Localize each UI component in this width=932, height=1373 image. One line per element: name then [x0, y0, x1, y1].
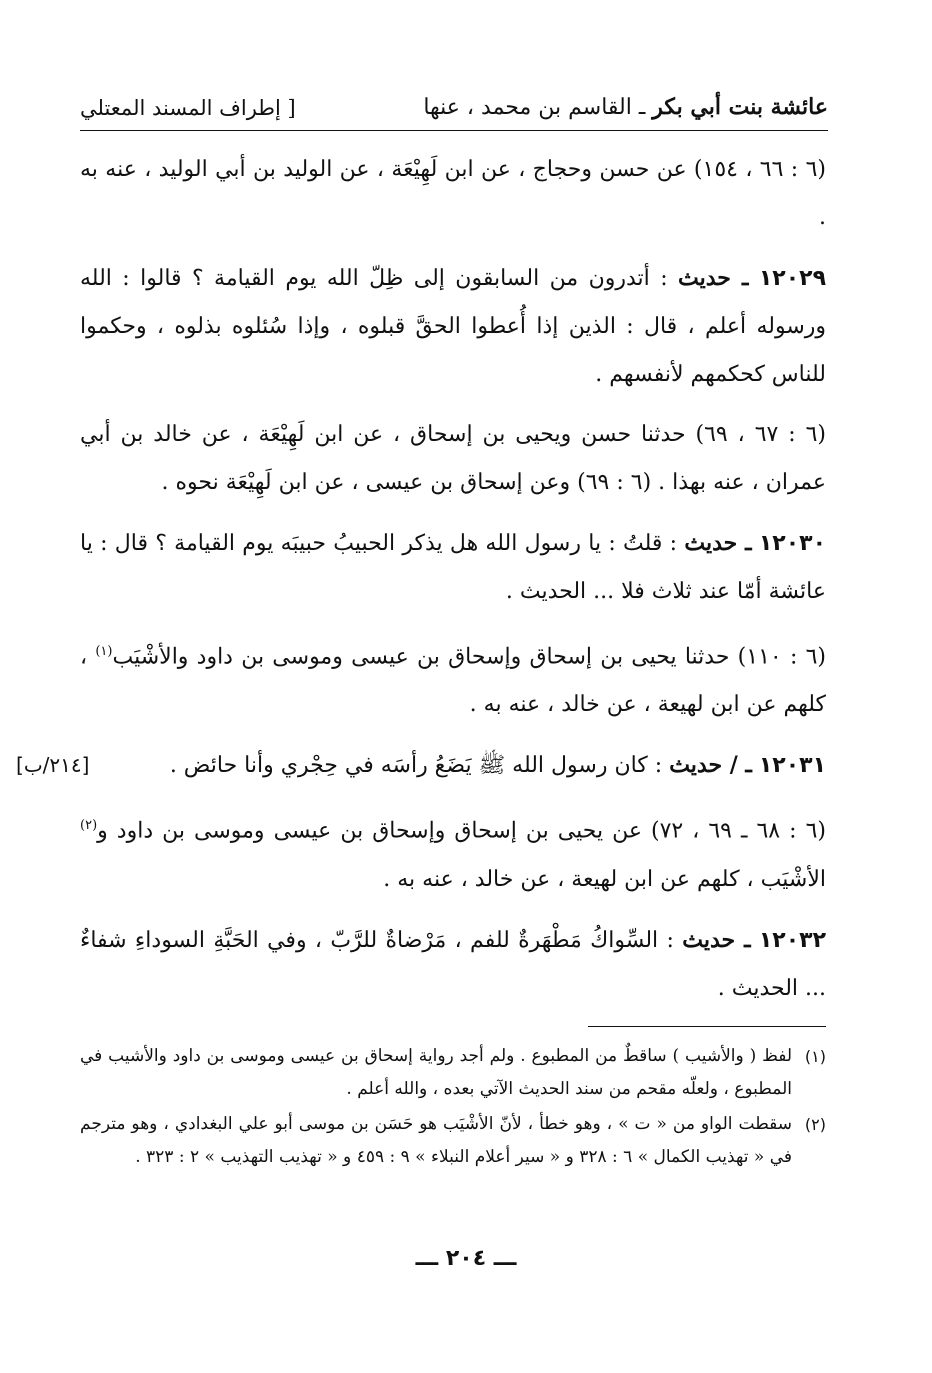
source-text-cont: ، كلهم عن ابن لهيعة ، عن خالد ، عنه به . — [80, 644, 826, 718]
footnotes — [80, 1040, 826, 1176]
hadith-text: : السِّواكُ مَطْهَرةٌ للفم ، مَرْضاةٌ للرَّبّ ، وفي الحَبَّةِ السوداءِ شفاءٌ ... الحديث . — [80, 927, 826, 1001]
main-text — [16, 146, 826, 1025]
footnote-ref-1: (١) — [95, 644, 113, 659]
footnote-divider — [588, 1026, 826, 1027]
footnote-text: سقطت الواو من « ت » ، وهو خطأ ، لأنّ الأشْيَب هو حَسَن بن موسى أبو علي البغدادي ، وهو مترجم في « تهذيب الكمال » ٦ : ٣٢٨ و « سير أعلام النبلاء » ٩ : ٤٥٩ و « تهذيب التهذيب » ٢ : ٣٢٣ . — [80, 1114, 792, 1167]
hadith-keyword: ـ / حديث — [669, 752, 752, 779]
header-title-rest: ـ القاسم بن محمد ، عنها — [423, 95, 653, 120]
running-header — [80, 88, 828, 131]
source-note-2: (٦ : ٦٧ ، ٦٩) حدثنا حسن ويحيى بن إسحاق ، عن ابن لَهِيْعَة ، عن خالد بن أبي عمران ، عنه بهذا . (٦ : ٦٩) وعن إسحاق بن عيسى ، عن ابن لَهِيْعَة نحوه . — [80, 422, 826, 495]
hadith-number: ١٢٠٣١ — [758, 753, 826, 779]
hadith-number: ١٢٠٣٠ — [758, 531, 826, 556]
source-note-3 — [80, 628, 826, 729]
footnote-1 — [80, 1040, 826, 1106]
header-chapter-title — [423, 94, 828, 120]
source-note-4 — [80, 802, 826, 903]
hadith-number: ١٢٠٢٩ — [758, 266, 826, 291]
source-text-cont: الأشْيَب ، كلهم عن ابن لهيعة ، عن خالد ، عنه به . — [383, 866, 826, 892]
footnote-text: لفظ ( والأشيب ) ساقطٌ من المطبوع . ولم أجد رواية إسحاق بن عيسى وموسى بن داود والأشيب في المطبوع ، ولعلّه مقحم من سند الحديث الآتي بعده ، والله أعلم . — [80, 1046, 792, 1099]
hadith-12029 — [80, 254, 826, 399]
hadith-12032 — [80, 916, 826, 1013]
hadith-number: ١٢٠٣٢ — [758, 927, 826, 953]
footnote-ref-2: (٢) — [80, 818, 98, 834]
hadith-text: : قلتُ : يا رسول الله هل يذكر الحبيبُ حبيبَه يوم القيامة ؟ قال : يا عائشة أمّا عند ثلاث فلا ... الحديث . — [80, 531, 826, 604]
source-note-1: (٦ : ٦٦ ، ١٥٤) عن حسن وحجاج ، عن ابن لَهِيْعَة ، عن الوليد بن أبي الوليد ، عنه به . — [80, 157, 826, 230]
footnote-mark: (١) — [804, 1047, 826, 1066]
margin-folio-note: [٢١٤/ب] — [16, 753, 90, 778]
header-title-bold: عائشة بنت أبي بكر — [652, 94, 828, 120]
hadith-text: : كان رسول الله ﷺ يَضَعُ رأسَه في حِجْري وأنا حائض . — [169, 753, 670, 779]
hadith-text: : أتدرون من السابقون إلى ظِلّ الله يوم القيامة ؟ قالوا : الله ورسوله أعلم ، قال : الذين إذا أُعطوا الحقَّ قبلوه ، وإذا سُئلوه بذلوه ، وحكموا للناس كحكمهم لأنفسهم . — [80, 266, 826, 387]
source-text: (٦ : ٦٨ ـ ٦٩ ، ٧٢) عن يحيى بن إسحاق وإسحاق بن عيسى وموسى بن داود و — [97, 818, 826, 844]
footnote-mark: (٢) — [804, 1115, 826, 1134]
header-book-title: [ إطراف المسند المعتلي — [80, 96, 296, 120]
hadith-keyword: ـ حديث — [678, 265, 749, 291]
hadith-keyword: ـ حديث — [682, 926, 751, 953]
hadith-12031 — [16, 741, 826, 790]
footnote-2 — [80, 1108, 826, 1174]
source-text: (٦ : ١١٠) حدثنا يحيى بن إسحاق وإسحاق بن عيسى وموسى بن داود والأشْيَب — [112, 644, 826, 670]
hadith-keyword: ـ حديث — [684, 530, 752, 556]
page-number: ـــ ٢٠٤ ـــ — [415, 1246, 517, 1271]
hadith-12030 — [80, 519, 826, 616]
